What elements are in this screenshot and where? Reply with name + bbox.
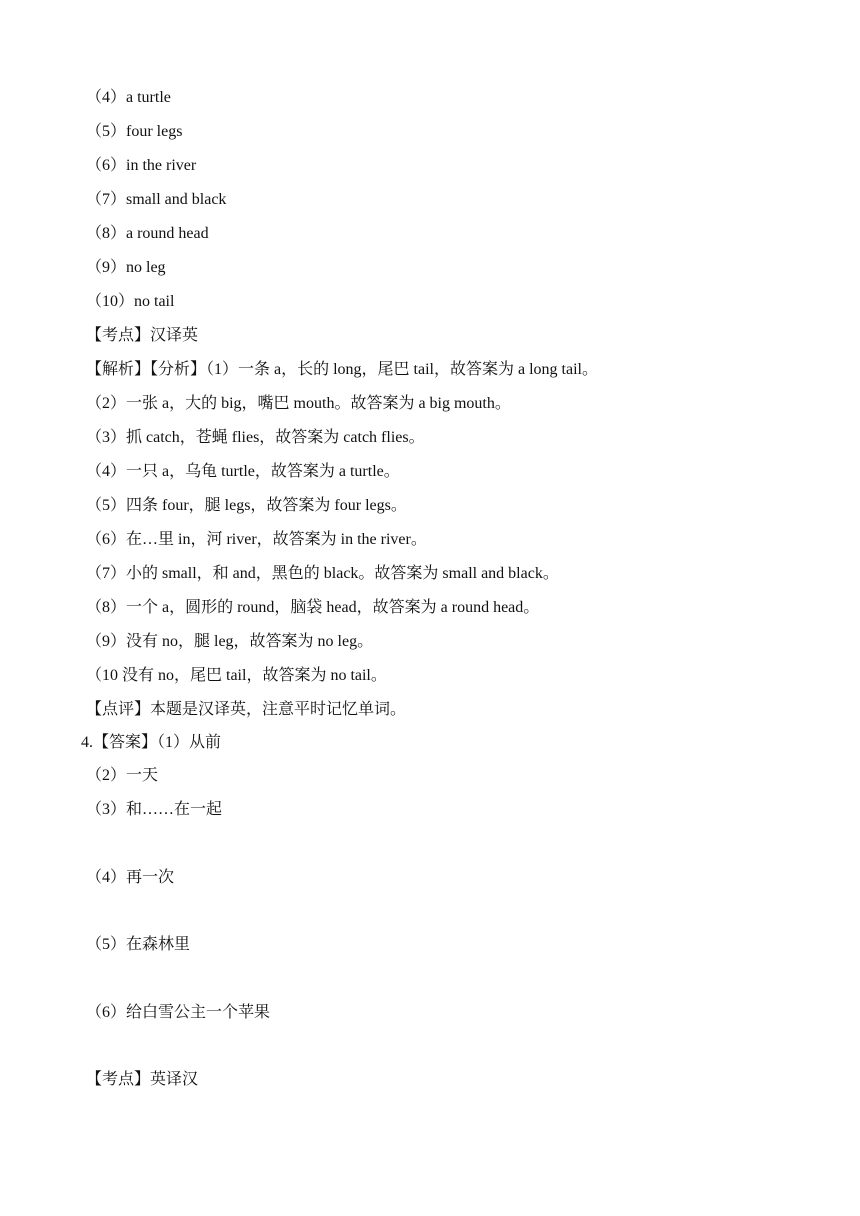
analysis-line-8: （8）一个 a，圆形的 round，脑袋 head，故答案为 a round head。 bbox=[86, 599, 540, 616]
analysis-line-10: （10 没有 no，尾巴 tail，故答案为 no tail。 bbox=[86, 667, 387, 684]
analysis-line-1: 【解析】【分析】（1）一条 a，长的 long，尾巴 tail，故答案为 a long tail。 bbox=[86, 361, 598, 378]
question-4-answer-line: 4.【答案】（1）从前 bbox=[81, 734, 222, 751]
q4-answer-line-6: （6）给白雪公主一个苹果 bbox=[86, 1004, 271, 1021]
answer-line-4: （4）a turtle bbox=[86, 89, 171, 106]
analysis-line-4: （4）一只 a，乌龟 turtle，故答案为 a turtle。 bbox=[86, 463, 400, 480]
comment-line: 【点评】本题是汉译英，注意平时记忆单词。 bbox=[86, 701, 407, 718]
q4-answer-line-4: （4）再一次 bbox=[86, 869, 175, 886]
q4-answer-line-5: （5）在森林里 bbox=[86, 936, 191, 953]
test-point-line: 【考点】汉译英 bbox=[86, 327, 199, 344]
analysis-line-2: （2）一张 a，大的 big，嘴巴 mouth。故答案为 a big mouth。 bbox=[86, 395, 511, 412]
answer-line-10: （10）no tail bbox=[86, 293, 175, 310]
answer-line-7: （7）small and black bbox=[86, 191, 227, 208]
answer-line-8: （8）a round head bbox=[86, 225, 209, 242]
analysis-line-9: （9）没有 no，腿 leg，故答案为 no leg。 bbox=[86, 633, 374, 650]
analysis-line-5: （5）四条 four，腿 legs，故答案为 four legs。 bbox=[86, 497, 407, 514]
analysis-line-6: （6）在…里 in，河 river，故答案为 in the river。 bbox=[86, 531, 427, 548]
answer-line-6: （6）in the river bbox=[86, 157, 197, 174]
q4-answer-line-3: （3）和……在一起 bbox=[86, 801, 223, 818]
answer-line-5: （5）four legs bbox=[86, 123, 183, 140]
q4-test-point-line: 【考点】英译汉 bbox=[86, 1071, 199, 1088]
q4-answer-line-2: （2）一天 bbox=[86, 767, 159, 784]
analysis-line-3: （3）抓 catch，苍蝇 flies，故答案为 catch flies。 bbox=[86, 429, 425, 446]
answer-line-9: （9）no leg bbox=[86, 259, 166, 276]
analysis-line-7: （7）小的 small，和 and，黑色的 black。故答案为 small and black。 bbox=[86, 565, 559, 582]
